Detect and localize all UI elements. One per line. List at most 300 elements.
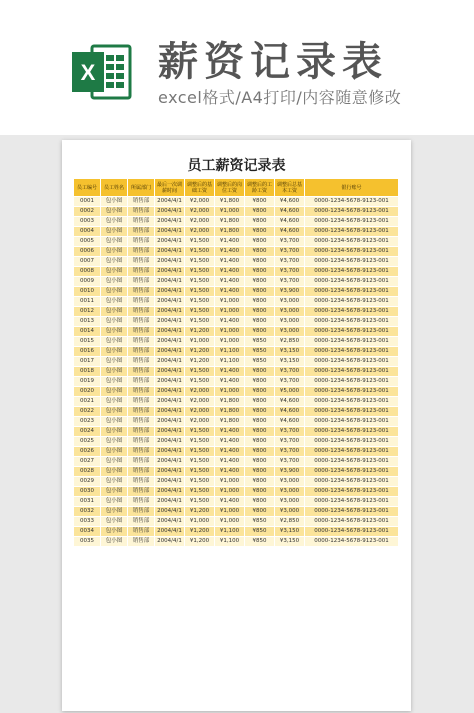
table-cell: 0000-1234-5678-9123-001 (305, 307, 399, 317)
table-row (74, 297, 399, 307)
table-cell: 2004/4/1 (155, 417, 185, 427)
table-row (74, 197, 399, 207)
table-cell: 0000-1234-5678-9123-001 (305, 357, 399, 367)
table-row (74, 407, 399, 417)
table-cell: ¥800 (245, 507, 275, 517)
table-cell: ¥4,600 (275, 417, 305, 427)
table-cell: ¥1,500 (185, 267, 215, 277)
table-cell: ¥3,700 (275, 427, 305, 437)
table-row (74, 267, 399, 277)
table-cell: 包小图 (101, 297, 128, 307)
table-cell: ¥1,500 (185, 497, 215, 507)
table-cell: 销售部 (128, 397, 155, 407)
table-cell: 包小图 (101, 377, 128, 387)
table-cell: 2004/4/1 (155, 407, 185, 417)
column-header: 调整后的岗位工资 (215, 179, 245, 197)
table-cell: ¥1,200 (185, 507, 215, 517)
table-row (74, 487, 399, 497)
table-cell: ¥3,000 (275, 297, 305, 307)
table-cell: ¥4,600 (275, 407, 305, 417)
table-cell: 0001 (74, 197, 101, 207)
table-cell: 0000-1234-5678-9123-001 (305, 367, 399, 377)
page-title: 薪资记录表 (158, 39, 388, 85)
table-cell: 0021 (74, 397, 101, 407)
table-cell: 0033 (74, 517, 101, 527)
table-cell: ¥800 (245, 377, 275, 387)
table-cell: ¥1,400 (215, 237, 245, 247)
table-cell: 包小图 (101, 407, 128, 417)
column-header: 员工姓名 (101, 179, 128, 197)
table-cell: 0000-1234-5678-9123-001 (305, 237, 399, 247)
table-cell: 包小图 (101, 477, 128, 487)
table-cell: 包小图 (101, 207, 128, 217)
table-cell: 2004/4/1 (155, 497, 185, 507)
column-header: 调整后的工龄工资 (245, 179, 275, 197)
table-cell: 销售部 (128, 257, 155, 267)
table-cell: ¥1,200 (185, 537, 215, 547)
table-cell: ¥1,500 (185, 457, 215, 467)
table-cell: ¥3,700 (275, 437, 305, 447)
table-cell: 0000-1234-5678-9123-001 (305, 197, 399, 207)
table-cell: 2004/4/1 (155, 397, 185, 407)
salary-table (73, 178, 399, 547)
table-cell: ¥1,500 (185, 237, 215, 247)
table-cell: ¥3,000 (275, 317, 305, 327)
table-cell: 0000-1234-5678-9123-001 (305, 417, 399, 427)
table-cell: 销售部 (128, 207, 155, 217)
table-cell: 包小图 (101, 387, 128, 397)
table-cell: ¥800 (245, 407, 275, 417)
table-cell: 0016 (74, 347, 101, 357)
table-cell: ¥1,400 (215, 277, 245, 287)
table-cell: ¥3,150 (275, 347, 305, 357)
table-cell: ¥1,000 (215, 517, 245, 527)
table-row (74, 337, 399, 347)
table-cell: ¥3,000 (275, 497, 305, 507)
table-cell: ¥2,000 (185, 387, 215, 397)
table-cell: ¥800 (245, 397, 275, 407)
document-sheet (62, 140, 411, 711)
table-cell: 0000-1234-5678-9123-001 (305, 517, 399, 527)
table-cell: 0002 (74, 207, 101, 217)
table-cell: ¥3,150 (275, 537, 305, 547)
table-cell: ¥1,500 (185, 467, 215, 477)
table-cell: ¥1,500 (185, 437, 215, 447)
table-cell: ¥1,400 (215, 427, 245, 437)
table-cell: ¥850 (245, 347, 275, 357)
table-cell: 包小图 (101, 367, 128, 377)
table-cell: 0025 (74, 437, 101, 447)
table-row (74, 387, 399, 397)
table-cell: 0000-1234-5678-9123-001 (305, 377, 399, 387)
table-cell: 0000-1234-5678-9123-001 (305, 477, 399, 487)
table-cell: ¥800 (245, 427, 275, 437)
table-cell: 2004/4/1 (155, 457, 185, 467)
table-cell: ¥1,800 (215, 417, 245, 427)
table-cell: 0000-1234-5678-9123-001 (305, 227, 399, 237)
table-cell: ¥3,900 (275, 287, 305, 297)
table-cell: 0000-1234-5678-9123-001 (305, 287, 399, 297)
table-cell: 0000-1234-5678-9123-001 (305, 277, 399, 287)
table-cell: ¥800 (245, 237, 275, 247)
table-cell: 0000-1234-5678-9123-001 (305, 397, 399, 407)
table-cell: ¥1,100 (215, 537, 245, 547)
table-row (74, 507, 399, 517)
table-cell: 2004/4/1 (155, 207, 185, 217)
table-cell: 0000-1234-5678-9123-001 (305, 327, 399, 337)
table-cell: 2004/4/1 (155, 437, 185, 447)
table-cell: ¥800 (245, 457, 275, 467)
column-header: 调整后的基础工资 (185, 179, 215, 197)
table-cell: 0024 (74, 427, 101, 437)
table-cell: 0006 (74, 247, 101, 257)
table-cell: 包小图 (101, 497, 128, 507)
table-cell: ¥3,000 (275, 507, 305, 517)
table-row (74, 397, 399, 407)
table-cell: 0000-1234-5678-9123-001 (305, 427, 399, 437)
table-row (74, 347, 399, 357)
table-cell: ¥800 (245, 207, 275, 217)
table-cell: ¥1,200 (185, 327, 215, 337)
table-cell: ¥800 (245, 197, 275, 207)
table-cell: 0004 (74, 227, 101, 237)
table-cell: 0000-1234-5678-9123-001 (305, 297, 399, 307)
column-header: 最后一次调薪时间 (155, 179, 185, 197)
table-row (74, 247, 399, 257)
table-cell: 2004/4/1 (155, 327, 185, 337)
table-cell: ¥1,800 (215, 197, 245, 207)
table-cell: ¥1,400 (215, 437, 245, 447)
table-cell: ¥850 (245, 527, 275, 537)
table-row (74, 417, 399, 427)
table-cell: ¥800 (245, 317, 275, 327)
table-cell: ¥1,500 (185, 487, 215, 497)
column-header: 调整后总基本工资 (275, 179, 305, 197)
table-cell: ¥4,600 (275, 397, 305, 407)
table-cell: 包小图 (101, 307, 128, 317)
table-cell: 2004/4/1 (155, 367, 185, 377)
table-cell: 0000-1234-5678-9123-001 (305, 257, 399, 267)
table-cell: 0027 (74, 457, 101, 467)
table-cell: ¥800 (245, 417, 275, 427)
table-cell: ¥1,500 (185, 367, 215, 377)
page-subtitle: excel格式/A4打印/内容随意修改 (158, 88, 402, 107)
table-cell: ¥800 (245, 227, 275, 237)
table-cell: 2004/4/1 (155, 217, 185, 227)
table-cell: ¥2,000 (185, 207, 215, 217)
table-cell: 包小图 (101, 257, 128, 267)
table-cell: 包小图 (101, 487, 128, 497)
table-row (74, 527, 399, 537)
table-cell: 包小图 (101, 247, 128, 257)
table-cell: 0000-1234-5678-9123-001 (305, 497, 399, 507)
table-cell: ¥1,000 (215, 337, 245, 347)
table-cell: 0003 (74, 217, 101, 227)
table-cell: ¥1,500 (185, 317, 215, 327)
table-cell: 2004/4/1 (155, 337, 185, 347)
table-cell: 销售部 (128, 347, 155, 357)
table-cell: ¥800 (245, 287, 275, 297)
table-cell: ¥1,000 (185, 337, 215, 347)
table-cell: 销售部 (128, 537, 155, 547)
table-cell: 销售部 (128, 327, 155, 337)
table-cell: ¥800 (245, 307, 275, 317)
sheet-title: 员工薪资记录表 (187, 158, 286, 174)
table-cell: 销售部 (128, 437, 155, 447)
table-cell: ¥3,700 (275, 457, 305, 467)
table-cell: ¥3,150 (275, 357, 305, 367)
table-cell: 2004/4/1 (155, 477, 185, 487)
table-cell: 包小图 (101, 277, 128, 287)
table-cell: 2004/4/1 (155, 357, 185, 367)
column-header: 所属部门 (128, 179, 155, 197)
table-cell: 销售部 (128, 277, 155, 287)
table-cell: 销售部 (128, 267, 155, 277)
table-cell: 0023 (74, 417, 101, 427)
table-cell: 销售部 (128, 227, 155, 237)
table-cell: ¥1,000 (215, 207, 245, 217)
table-cell: ¥2,000 (185, 407, 215, 417)
table-cell: 0014 (74, 327, 101, 337)
table-cell: 包小图 (101, 467, 128, 477)
table-cell: ¥800 (245, 257, 275, 267)
table-cell: 销售部 (128, 297, 155, 307)
table-row (74, 207, 399, 217)
table-cell: 销售部 (128, 217, 155, 227)
table-cell: ¥1,400 (215, 367, 245, 377)
table-cell: 0000-1234-5678-9123-001 (305, 337, 399, 347)
table-cell: 销售部 (128, 307, 155, 317)
table-cell: 2004/4/1 (155, 347, 185, 357)
table-cell: 0020 (74, 387, 101, 397)
table-cell: ¥2,000 (185, 197, 215, 207)
table-cell: ¥1,500 (185, 257, 215, 267)
table-cell: ¥1,500 (185, 477, 215, 487)
table-row (74, 427, 399, 437)
table-cell: 0018 (74, 367, 101, 377)
table-cell: ¥4,600 (275, 207, 305, 217)
table-cell: 2004/4/1 (155, 467, 185, 477)
table-cell: ¥1,000 (215, 297, 245, 307)
table-cell: 2004/4/1 (155, 227, 185, 237)
table-cell: 0035 (74, 537, 101, 547)
table-cell: 包小图 (101, 417, 128, 427)
table-cell: ¥800 (245, 447, 275, 457)
table-cell: ¥1,500 (185, 247, 215, 257)
table-cell: ¥800 (245, 217, 275, 227)
table-cell: 包小图 (101, 437, 128, 447)
table-header-row (74, 179, 399, 197)
excel-icon (70, 40, 132, 104)
table-row (74, 517, 399, 527)
table-cell: 0013 (74, 317, 101, 327)
table-cell: 2004/4/1 (155, 427, 185, 437)
table-cell: 销售部 (128, 237, 155, 247)
table-cell: ¥3,700 (275, 277, 305, 287)
table-cell: 销售部 (128, 497, 155, 507)
table-cell: ¥4,600 (275, 197, 305, 207)
table-cell: 0032 (74, 507, 101, 517)
table-cell: 包小图 (101, 327, 128, 337)
table-cell: 0000-1234-5678-9123-001 (305, 507, 399, 517)
table-cell: ¥1,200 (185, 357, 215, 367)
table-cell: ¥1,000 (215, 327, 245, 337)
table-cell: 2004/4/1 (155, 517, 185, 527)
table-cell: 0015 (74, 337, 101, 347)
table-cell: 包小图 (101, 227, 128, 237)
table-cell: 0000-1234-5678-9123-001 (305, 217, 399, 227)
table-cell: ¥3,000 (275, 487, 305, 497)
column-header: 员工编号 (74, 179, 101, 197)
table-cell: ¥4,600 (275, 217, 305, 227)
table-cell: 销售部 (128, 367, 155, 377)
table-cell: ¥800 (245, 267, 275, 277)
table-cell: 0008 (74, 267, 101, 277)
table-cell: ¥2,000 (185, 397, 215, 407)
table-cell: ¥3,700 (275, 367, 305, 377)
table-cell: 包小图 (101, 237, 128, 247)
table-cell: 包小图 (101, 287, 128, 297)
table-cell: ¥3,700 (275, 447, 305, 457)
table-cell: 包小图 (101, 357, 128, 367)
table-cell: ¥800 (245, 247, 275, 257)
table-cell: ¥1,800 (215, 397, 245, 407)
table-cell: 2004/4/1 (155, 257, 185, 267)
table-cell: 0000-1234-5678-9123-001 (305, 447, 399, 457)
table-cell: ¥1,400 (215, 447, 245, 457)
table-cell: 2004/4/1 (155, 197, 185, 207)
table-cell: 2004/4/1 (155, 317, 185, 327)
table-row (74, 287, 399, 297)
table-cell: ¥800 (245, 297, 275, 307)
table-cell: 2004/4/1 (155, 537, 185, 547)
table-cell: ¥1,400 (215, 287, 245, 297)
table-cell: ¥1,000 (215, 307, 245, 317)
table-cell: 包小图 (101, 517, 128, 527)
table-cell: 0010 (74, 287, 101, 297)
table-cell: 0005 (74, 237, 101, 247)
table-cell: 2004/4/1 (155, 527, 185, 537)
table-cell: 0000-1234-5678-9123-001 (305, 347, 399, 357)
table-cell: 销售部 (128, 417, 155, 427)
table-cell: 0000-1234-5678-9123-001 (305, 467, 399, 477)
table-cell: 2004/4/1 (155, 447, 185, 457)
table-cell: 0017 (74, 357, 101, 367)
table-cell: 0022 (74, 407, 101, 417)
table-cell: 0011 (74, 297, 101, 307)
table-cell: 2004/4/1 (155, 507, 185, 517)
table-cell: 0000-1234-5678-9123-001 (305, 387, 399, 397)
table-cell: ¥1,100 (215, 527, 245, 537)
table-row (74, 217, 399, 227)
table-cell: ¥850 (245, 517, 275, 527)
table-cell: ¥800 (245, 477, 275, 487)
table-cell: ¥1,400 (215, 467, 245, 477)
table-cell: ¥1,500 (185, 277, 215, 287)
table-cell: ¥1,100 (215, 357, 245, 367)
table-cell: 0030 (74, 487, 101, 497)
table-cell: 2004/4/1 (155, 387, 185, 397)
table-cell: ¥850 (245, 537, 275, 547)
table-cell: ¥800 (245, 367, 275, 377)
table-cell: ¥1,200 (185, 527, 215, 537)
table-cell: 0019 (74, 377, 101, 387)
table-row (74, 277, 399, 287)
table-cell: 2004/4/1 (155, 287, 185, 297)
logo-letter: X (80, 60, 96, 85)
table-cell: ¥3,150 (275, 527, 305, 537)
table-cell: ¥3,700 (275, 377, 305, 387)
table-cell: ¥1,500 (185, 447, 215, 457)
table-cell: ¥2,000 (185, 217, 215, 227)
table-cell: 2004/4/1 (155, 487, 185, 497)
table-cell: 包小图 (101, 397, 128, 407)
table-cell: 销售部 (128, 527, 155, 537)
table-cell: 销售部 (128, 477, 155, 487)
table-cell: ¥2,850 (275, 337, 305, 347)
table-cell: 0000-1234-5678-9123-001 (305, 207, 399, 217)
table-cell: ¥1,400 (215, 497, 245, 507)
table-cell: ¥2,000 (185, 417, 215, 427)
table-cell: ¥1,400 (215, 457, 245, 467)
table-row (74, 317, 399, 327)
table-cell: 0007 (74, 257, 101, 267)
table-cell: ¥1,800 (215, 217, 245, 227)
table-cell: ¥1,500 (185, 297, 215, 307)
table-cell: ¥800 (245, 467, 275, 477)
table-cell: ¥3,700 (275, 267, 305, 277)
table-cell: ¥3,000 (275, 307, 305, 317)
table-cell: 包小图 (101, 507, 128, 517)
table-cell: 0009 (74, 277, 101, 287)
table-cell: 0000-1234-5678-9123-001 (305, 267, 399, 277)
table-cell: ¥1,800 (215, 407, 245, 417)
table-cell: 包小图 (101, 347, 128, 357)
table-cell: ¥800 (245, 437, 275, 447)
table-cell: ¥1,800 (215, 227, 245, 237)
table-cell: 0000-1234-5678-9123-001 (305, 437, 399, 447)
table-cell: 2004/4/1 (155, 307, 185, 317)
table-cell: 包小图 (101, 337, 128, 347)
table-cell: ¥3,000 (275, 477, 305, 487)
table-cell: 2004/4/1 (155, 237, 185, 247)
table-cell: ¥1,400 (215, 257, 245, 267)
table-cell: 包小图 (101, 457, 128, 467)
table-row (74, 467, 399, 477)
table-cell: 2004/4/1 (155, 297, 185, 307)
table-cell: 包小图 (101, 317, 128, 327)
table-cell: 包小图 (101, 447, 128, 457)
table-cell: ¥1,000 (215, 477, 245, 487)
table-cell: ¥800 (245, 327, 275, 337)
table-row (74, 497, 399, 507)
table-row (74, 327, 399, 337)
table-row (74, 437, 399, 447)
table-cell: 2004/4/1 (155, 377, 185, 387)
table-cell: 0000-1234-5678-9123-001 (305, 487, 399, 497)
table-cell: ¥1,100 (215, 347, 245, 357)
table-cell: 包小图 (101, 267, 128, 277)
table-cell: ¥1,400 (215, 317, 245, 327)
table-cell: ¥3,700 (275, 247, 305, 257)
table-cell: 包小图 (101, 527, 128, 537)
table-row (74, 477, 399, 487)
table-cell: ¥1,000 (215, 487, 245, 497)
table-cell: 销售部 (128, 427, 155, 437)
table-cell: 销售部 (128, 317, 155, 327)
table-cell: ¥2,850 (275, 517, 305, 527)
banner (0, 0, 474, 135)
